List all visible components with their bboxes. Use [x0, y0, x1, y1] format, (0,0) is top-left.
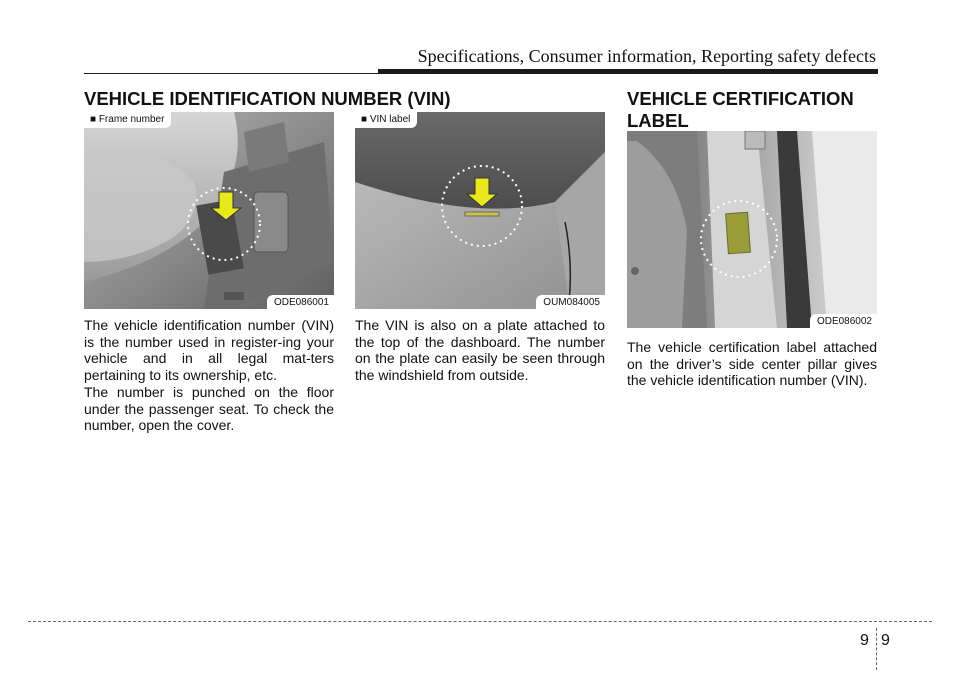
photo-code: ODE086001: [267, 295, 334, 309]
vin-label-tag: ■ VIN label: [355, 112, 417, 128]
photo-code: ODE086002: [810, 314, 877, 328]
photo-code: OUM084005: [536, 295, 605, 309]
header-rule: [84, 73, 380, 74]
certification-label-photo: [627, 131, 877, 328]
page-number-separator: [876, 628, 877, 670]
header-rule-thick: [378, 69, 878, 74]
vin-paragraph-3: The VIN is also on a plate attached to the top of the dashboard. The number on the plate can easily be seen through the windshield from outside.: [355, 317, 605, 383]
dashboard-illustration: [355, 112, 605, 309]
header-title: Specifications, Consumer information, Reporting safety defects: [417, 46, 876, 66]
cert-heading: VEHICLE CERTIFICATION LABEL: [627, 88, 854, 131]
vin-heading: VEHICLE IDENTIFICATION NUMBER (VIN): [84, 88, 451, 109]
cert-paragraph: The vehicle certification label attached on the driver’s side center pillar gives the vehicle identification number (VIN).: [627, 339, 877, 388]
page-number-page: 9: [881, 632, 890, 649]
seat-floor-illustration: [84, 112, 334, 309]
vin-paragraph-2: The number is punched on the floor under the passenger seat. To check the number, open the cover.: [84, 384, 334, 433]
frame-number-photo: [84, 112, 334, 309]
vin-paragraph-1: The vehicle identification number (VIN) is the number used in register-ing your vehicle and in all legal mat-ters pertaining to its ownership, etc.: [84, 317, 334, 383]
page-number-chapter: 9: [860, 632, 869, 649]
pillar-illustration: [627, 131, 877, 328]
footer-rule: [28, 621, 932, 622]
vin-label-photo: [355, 112, 605, 309]
frame-number-tag: ■ Frame number: [84, 112, 171, 128]
